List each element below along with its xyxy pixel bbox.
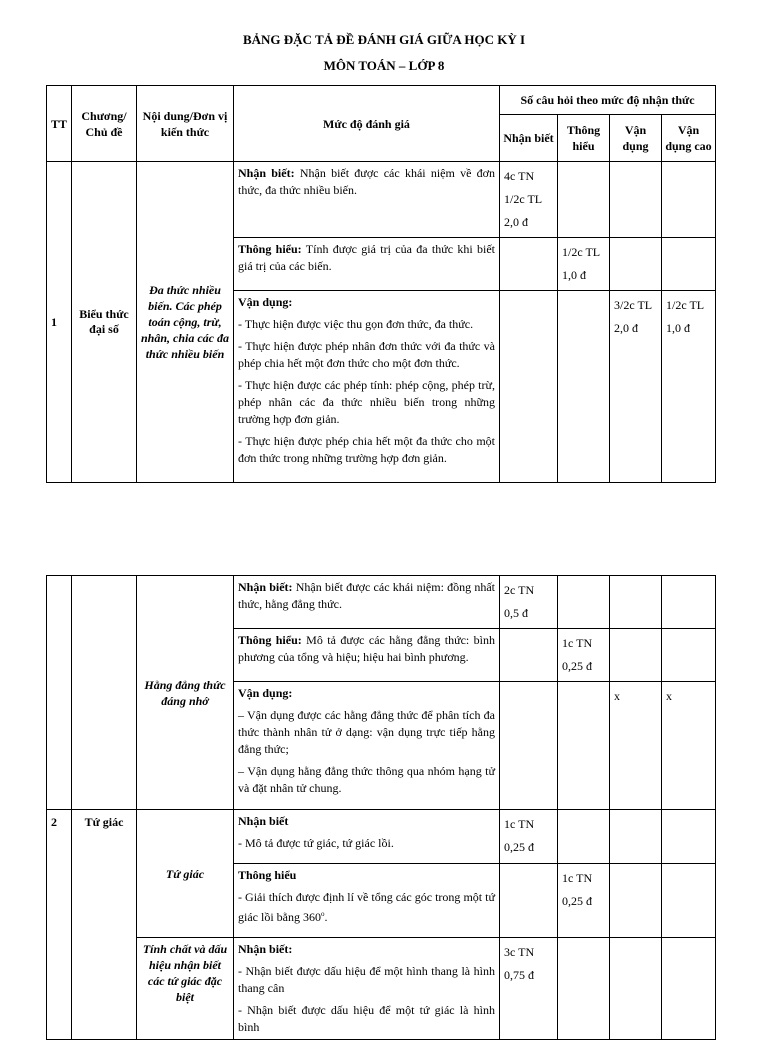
header-muc-do: Mức độ đánh giá xyxy=(234,86,500,162)
table-row xyxy=(47,576,716,629)
chapter-name: Tứ giác xyxy=(72,810,137,1040)
assessment-level: Thông hiểu: Mô tả được các hằng đẳng thức: bình phương của tổng và hiệu; hiệu hai bình phương. xyxy=(234,629,500,682)
header-so-cau-hoi: Số câu hỏi theo mức độ nhận thức xyxy=(500,86,716,115)
spec-table-part-1 xyxy=(46,85,716,483)
header-van-dung: Vận dụng xyxy=(610,115,662,162)
table-row xyxy=(47,162,716,238)
assessment-level: Nhận biết: Nhận biết được các khái niệm về đơn thức, đa thức nhiều biến. xyxy=(234,162,500,238)
assessment-level: Thông hiểu: Tính được giá trị của đa thức khi biết giá trị của các biến. xyxy=(234,238,500,291)
assessment-level: Nhận biết: Nhận biết được các khái niệm: đồng nhất thức, hằng đẳng thức. xyxy=(234,576,500,629)
document-subtitle: MÔN TOÁN – LỚP 8 xyxy=(323,58,445,73)
count-nhan-biet: 2c TN 0,5 đ xyxy=(500,576,558,629)
assessment-level: Nhận biết - Mô tả được tứ giác, tứ giác lồi. xyxy=(234,810,500,864)
header-chuong: Chương/ Chủ đề xyxy=(72,86,137,162)
assessment-level: Thông hiểu - Giải thích được định lí về tổng các góc trong một tứ giác lồi bằng 360$^o$. xyxy=(234,864,500,938)
document-title: BẢNG ĐẶC TẢ ĐỀ ĐÁNH GIÁ GIỮA HỌC KỲ I xyxy=(242,32,526,47)
header-thong-hieu: Thông hiểu xyxy=(558,115,610,162)
topic-number: 1 xyxy=(47,162,72,483)
topic-number: 2 xyxy=(47,810,72,1040)
header-noi-dung: Nội dung/Đơn vị kiến thức xyxy=(137,86,234,162)
count-thong-hieu: 1/2c TL 1,0 đ xyxy=(558,238,610,291)
content-unit: Hằng đẳng thức đáng nhớ xyxy=(137,576,234,810)
count-van-dung: 3/2c TL 2,0 đ xyxy=(610,291,662,483)
content-unit: Tính chất và dấu hiệu nhận biết các tứ giác đặc biệt xyxy=(137,938,234,1040)
table-row xyxy=(47,938,716,1040)
count-van-dung: x xyxy=(610,682,662,810)
spec-table-part-2 xyxy=(46,575,716,1040)
table-row xyxy=(47,810,716,864)
header-nhan-biet: Nhận biết xyxy=(500,115,558,162)
chapter-name: Biểu thức đại số xyxy=(72,162,137,483)
header-van-dung-cao: Vận dụng cao xyxy=(662,115,716,162)
count-van-dung-cao: 1/2c TL 1,0 đ xyxy=(662,291,716,483)
assessment-level: Vận dụng: – Vận dụng được các hằng đẳng thức để phân tích đa thức thành nhân tử ở dạng: vận dụng trực tiếp hằng đẳng thức; – Vận dụng hằng đẳng thức thông qua nhóm hạng tử và đặt nhân tử chung. xyxy=(234,682,500,810)
count-thong-hieu: 1c TN 0,25 đ xyxy=(558,864,610,938)
count-nhan-biet: 4c TN 1/2c TL 2,0 đ xyxy=(500,162,558,238)
content-unit: Đa thức nhiều biến. Các phép toán cộng, trừ, nhân, chia các đa thức nhiều biến xyxy=(137,162,234,483)
assessment-level: Nhận biết: - Nhận biết được dấu hiệu để một hình thang là hình thang cân - Nhận biết được dấu hiệu để một tứ giác là hình bình xyxy=(234,938,500,1040)
assessment-level: Vận dụng: - Thực hiện được việc thu gọn đơn thức, đa thức. - Thực hiện được phép nhân đơn thức với đa thức và phép chia hết một đơn thức cho một đơn thức. - Thực hiện được các phép tính: phép cộng, phép trừ, phép nhân các đa thức nhiều biến trong những trường hợp đơn giản. - Thực hiện được phép chia hết một đa thức cho một đơn thức trong những trường hợp đơn giản. xyxy=(234,291,500,483)
header-tt: TT xyxy=(47,86,72,162)
content-unit: Tứ giác xyxy=(137,810,234,938)
count-van-dung-cao: x xyxy=(662,682,716,810)
count-nhan-biet: 3c TN 0,75 đ xyxy=(500,938,558,1040)
count-nhan-biet: 1c TN 0,25 đ xyxy=(500,810,558,864)
count-thong-hieu: 1c TN 0,25 đ xyxy=(558,629,610,682)
